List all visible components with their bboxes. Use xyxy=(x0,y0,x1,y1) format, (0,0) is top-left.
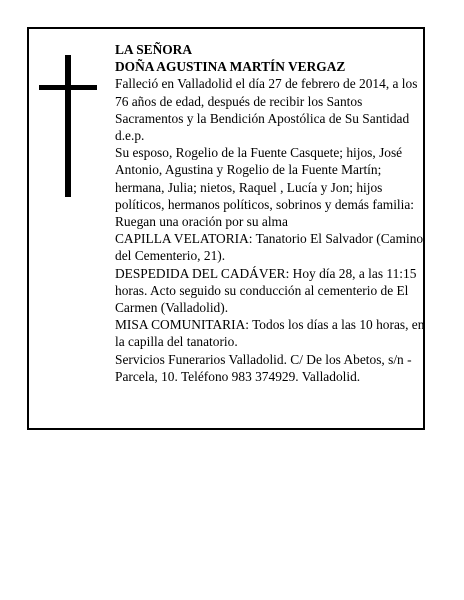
deceased-name: DOÑA AGUSTINA MARTÍN VERGAZ xyxy=(115,59,346,75)
death-notice: Falleció en Valladolid el día 27 de febrero de 2014, a los 76 años de edad, después de recibir los Santos Sacramentos y la Bendición Apostólica de Su Santidad d.e.p. xyxy=(115,76,418,144)
cross-horizontal-bar xyxy=(39,85,97,90)
obituary-notice xyxy=(27,27,425,430)
obituary-title: LA SEÑORA xyxy=(115,42,193,57)
chapel-info: CAPILLA VELATORIA: Tanatorio El Salvador (Camino del Cementerio, 21). xyxy=(115,231,424,264)
family-list: Su esposo, Rogelio de la Fuente Casquete; hijos, José Antonio, Agustina y Rogelio de la Fuente Martín; hermana, Julia; nietos, Raquel , Lucía y Jon; hijos políticos, hermanos políticos, sobrinos y demás familia: xyxy=(115,145,415,212)
obituary-text xyxy=(115,41,425,385)
cross-icon xyxy=(39,55,97,197)
cross-vertical-bar xyxy=(65,55,71,197)
prayer-request: Ruegan una oración por su alma xyxy=(115,214,288,230)
farewell-info: DESPEDIDA DEL CADÁVER: Hoy día 28, a las 11:15 horas. Acto seguido su conducción al cementerio de El Carmen (Valladolid). xyxy=(115,265,417,316)
mass-info: MISA COMUNITARIA: Todos los días a las 10 horas, en la capilla del tanatorio. xyxy=(115,317,425,350)
funeral-services-info: Servicios Funerarios Valladolid. C/ De los Abetos, s/n - Parcela, 10. Teléfono 983 374929. Valladolid. xyxy=(115,351,412,384)
